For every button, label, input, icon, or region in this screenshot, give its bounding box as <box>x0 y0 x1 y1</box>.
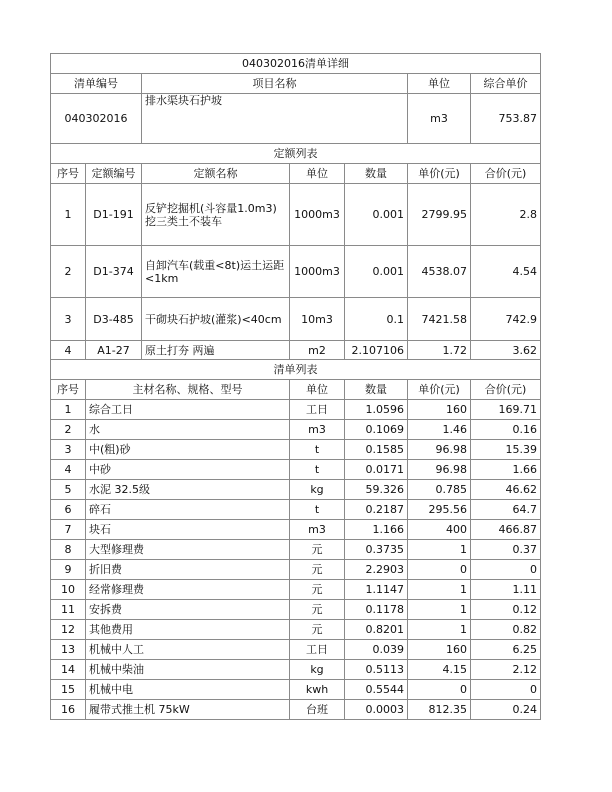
material-price: 160 <box>408 640 471 660</box>
material-col-name: 主材名称、规格、型号 <box>86 380 290 400</box>
material-row <box>51 400 541 420</box>
material-qty: 1.1147 <box>345 580 408 600</box>
material-price: 1 <box>408 620 471 640</box>
quota-col-name: 定额名称 <box>142 164 290 184</box>
quota-col-qty: 数量 <box>345 164 408 184</box>
material-no: 11 <box>51 600 86 620</box>
quota-col-code: 定额编号 <box>86 164 142 184</box>
material-name: 折旧费 <box>86 560 290 580</box>
material-name: 机械中柴油 <box>86 660 290 680</box>
material-col-no: 序号 <box>51 380 86 400</box>
material-total: 169.71 <box>471 400 541 420</box>
table-title: 040302016清单详细 <box>51 54 541 74</box>
material-qty: 0.2187 <box>345 500 408 520</box>
quota-row <box>51 298 541 341</box>
material-no: 6 <box>51 500 86 520</box>
material-total: 64.7 <box>471 500 541 520</box>
material-row <box>51 580 541 600</box>
material-section-title: 清单列表 <box>51 360 541 380</box>
material-name: 机械中电 <box>86 680 290 700</box>
material-row <box>51 700 541 720</box>
material-total: 0 <box>471 560 541 580</box>
material-no: 16 <box>51 700 86 720</box>
quota-row <box>51 341 541 360</box>
material-row <box>51 520 541 540</box>
material-no: 10 <box>51 580 86 600</box>
quota-price: 4538.07 <box>408 246 471 298</box>
material-price: 0 <box>408 680 471 700</box>
quota-code: D3-485 <box>86 298 142 341</box>
material-qty: 1.0596 <box>345 400 408 420</box>
material-row <box>51 600 541 620</box>
material-name: 履带式推土机 75kW <box>86 700 290 720</box>
quota-col-price: 单价(元) <box>408 164 471 184</box>
quota-unit: 1000m3 <box>290 184 345 246</box>
quota-name: 原土打夯 两遍 <box>142 341 290 360</box>
code-label: 清单编号 <box>51 74 142 94</box>
material-price: 812.35 <box>408 700 471 720</box>
material-total: 0.16 <box>471 420 541 440</box>
material-no: 14 <box>51 660 86 680</box>
material-name: 安拆费 <box>86 600 290 620</box>
quota-no: 4 <box>51 341 86 360</box>
material-no: 2 <box>51 420 86 440</box>
material-price: 96.98 <box>408 440 471 460</box>
material-row <box>51 560 541 580</box>
quota-row <box>51 184 541 246</box>
material-qty: 0.3735 <box>345 540 408 560</box>
material-total: 2.12 <box>471 660 541 680</box>
material-col-price: 单价(元) <box>408 380 471 400</box>
material-row <box>51 480 541 500</box>
material-no: 9 <box>51 560 86 580</box>
material-price: 1 <box>408 580 471 600</box>
material-name: 水泥 32.5级 <box>86 480 290 500</box>
material-qty: 0.8201 <box>345 620 408 640</box>
material-no: 3 <box>51 440 86 460</box>
material-unit: 台班 <box>290 700 345 720</box>
quota-price: 1.72 <box>408 341 471 360</box>
quota-total: 4.54 <box>471 246 541 298</box>
material-name: 碎石 <box>86 500 290 520</box>
quota-no: 1 <box>51 184 86 246</box>
material-price: 400 <box>408 520 471 540</box>
quota-code: A1-27 <box>86 341 142 360</box>
quota-qty: 0.001 <box>345 184 408 246</box>
material-header-row <box>51 380 541 400</box>
quota-name: 自卸汽车(载重<8t)运土运距<1km <box>142 246 290 298</box>
material-no: 5 <box>51 480 86 500</box>
material-row <box>51 680 541 700</box>
material-total: 0.82 <box>471 620 541 640</box>
material-name: 大型修理费 <box>86 540 290 560</box>
material-price: 0 <box>408 560 471 580</box>
quota-col-unit: 单位 <box>290 164 345 184</box>
material-qty: 0.0171 <box>345 460 408 480</box>
quota-total: 742.9 <box>471 298 541 341</box>
material-no: 15 <box>51 680 86 700</box>
material-total: 0 <box>471 680 541 700</box>
material-total: 0.12 <box>471 600 541 620</box>
material-total: 0.24 <box>471 700 541 720</box>
material-price: 1 <box>408 540 471 560</box>
material-no: 12 <box>51 620 86 640</box>
quota-qty: 2.107106 <box>345 341 408 360</box>
material-row <box>51 500 541 520</box>
quota-header-row <box>51 164 541 184</box>
material-unit: 元 <box>290 560 345 580</box>
material-unit: 元 <box>290 580 345 600</box>
material-total: 466.87 <box>471 520 541 540</box>
material-unit: m3 <box>290 520 345 540</box>
quota-name: 反铲挖掘机(斗容量1.0m3)挖三类土不装车 <box>142 184 290 246</box>
quota-price: 7421.58 <box>408 298 471 341</box>
material-total: 1.11 <box>471 580 541 600</box>
material-price: 1 <box>408 600 471 620</box>
quota-qty: 0.001 <box>345 246 408 298</box>
material-row <box>51 640 541 660</box>
quota-no: 3 <box>51 298 86 341</box>
material-qty: 2.2903 <box>345 560 408 580</box>
material-name: 块石 <box>86 520 290 540</box>
quota-unit: 10m3 <box>290 298 345 341</box>
material-row <box>51 660 541 680</box>
material-price: 0.785 <box>408 480 471 500</box>
material-no: 8 <box>51 540 86 560</box>
material-name: 综合工日 <box>86 400 290 420</box>
material-price: 1.46 <box>408 420 471 440</box>
material-unit: t <box>290 440 345 460</box>
material-qty: 59.326 <box>345 480 408 500</box>
quota-code: D1-191 <box>86 184 142 246</box>
material-price: 96.98 <box>408 460 471 480</box>
material-qty: 0.1585 <box>345 440 408 460</box>
material-unit: 工日 <box>290 640 345 660</box>
material-unit: 元 <box>290 540 345 560</box>
material-row <box>51 460 541 480</box>
material-qty: 0.1069 <box>345 420 408 440</box>
material-name: 水 <box>86 420 290 440</box>
material-unit: t <box>290 460 345 480</box>
material-unit: 元 <box>290 600 345 620</box>
material-qty: 0.039 <box>345 640 408 660</box>
material-unit: t <box>290 500 345 520</box>
material-name: 机械中人工 <box>86 640 290 660</box>
material-no: 7 <box>51 520 86 540</box>
material-qty: 1.166 <box>345 520 408 540</box>
material-name: 中(粗)砂 <box>86 440 290 460</box>
material-total: 0.37 <box>471 540 541 560</box>
material-col-unit: 单位 <box>290 380 345 400</box>
material-no: 4 <box>51 460 86 480</box>
quota-no: 2 <box>51 246 86 298</box>
material-price: 295.56 <box>408 500 471 520</box>
quota-section-title: 定额列表 <box>51 144 541 164</box>
name-label: 项目名称 <box>142 74 408 94</box>
material-unit: kg <box>290 480 345 500</box>
material-qty: 0.5544 <box>345 680 408 700</box>
material-total: 1.66 <box>471 460 541 480</box>
material-total: 6.25 <box>471 640 541 660</box>
quota-name: 干砌块石护坡(灌浆)<40cm <box>142 298 290 341</box>
quota-col-no: 序号 <box>51 164 86 184</box>
material-unit: m3 <box>290 420 345 440</box>
quota-price: 2799.95 <box>408 184 471 246</box>
material-row <box>51 540 541 560</box>
material-price: 4.15 <box>408 660 471 680</box>
bill-detail-table <box>50 53 541 720</box>
material-row <box>51 440 541 460</box>
quota-total: 3.62 <box>471 341 541 360</box>
material-price: 160 <box>408 400 471 420</box>
material-row <box>51 620 541 640</box>
quota-code: D1-374 <box>86 246 142 298</box>
material-total: 46.62 <box>471 480 541 500</box>
material-qty: 0.0003 <box>345 700 408 720</box>
material-qty: 0.5113 <box>345 660 408 680</box>
unit-label: 单位 <box>408 74 471 94</box>
bill-unit: m3 <box>408 94 471 144</box>
quota-row <box>51 246 541 298</box>
material-unit: kwh <box>290 680 345 700</box>
quota-unit: m2 <box>290 341 345 360</box>
quota-qty: 0.1 <box>345 298 408 341</box>
material-total: 15.39 <box>471 440 541 460</box>
bill-code: 040302016 <box>51 94 142 144</box>
material-name: 经常修理费 <box>86 580 290 600</box>
material-col-qty: 数量 <box>345 380 408 400</box>
material-unit: kg <box>290 660 345 680</box>
material-no: 13 <box>51 640 86 660</box>
material-row <box>51 420 541 440</box>
quota-total: 2.8 <box>471 184 541 246</box>
quota-unit: 1000m3 <box>290 246 345 298</box>
quota-col-total: 合价(元) <box>471 164 541 184</box>
material-unit: 工日 <box>290 400 345 420</box>
material-col-total: 合价(元) <box>471 380 541 400</box>
material-name: 其他费用 <box>86 620 290 640</box>
bill-name: 排水渠块石护坡 <box>142 94 408 144</box>
material-name: 中砂 <box>86 460 290 480</box>
bill-price: 753.87 <box>471 94 541 144</box>
material-no: 1 <box>51 400 86 420</box>
price-label: 综合单价 <box>471 74 541 94</box>
material-unit: 元 <box>290 620 345 640</box>
material-qty: 0.1178 <box>345 600 408 620</box>
